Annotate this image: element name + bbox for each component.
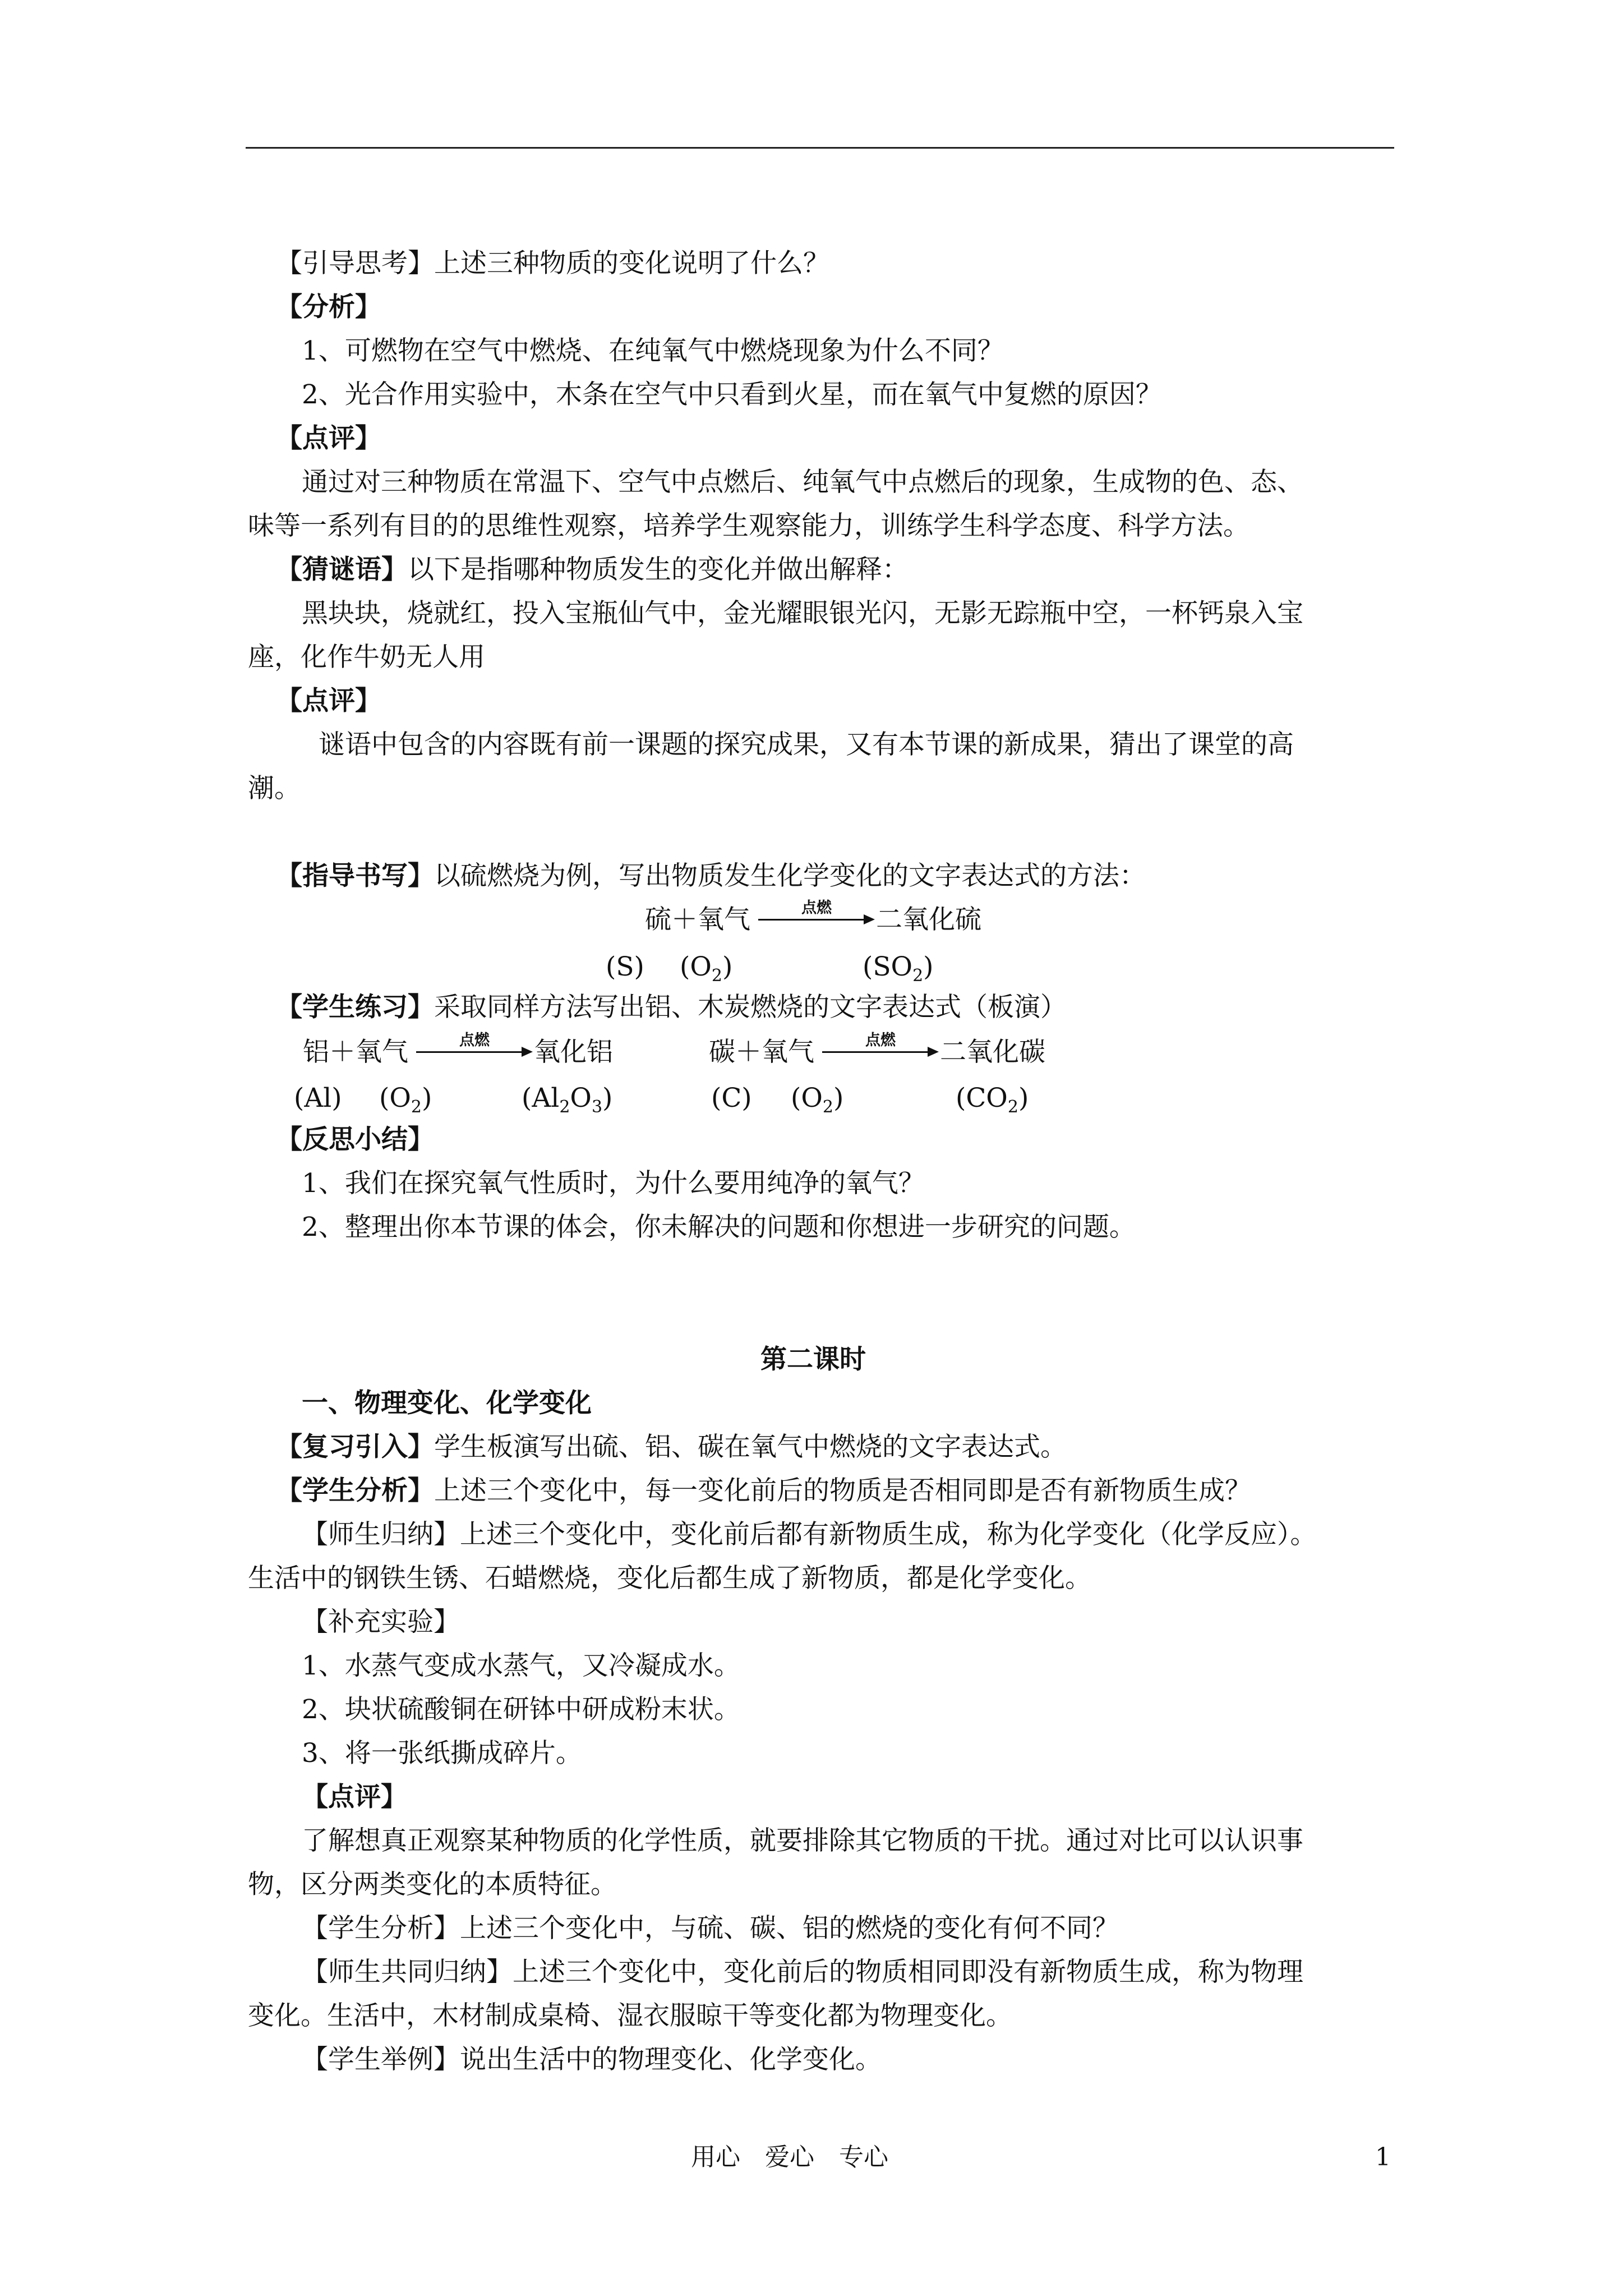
student-practice-line (276, 991, 1067, 1024)
writing-guide-heading: 【指导书写】 (276, 861, 434, 891)
comment-text-2a: 谜语中包含的内容既有前一课题的探究成果，又有本节课的新成果，猜出了课堂的高 (319, 729, 1294, 760)
comment-text-1b: 味等一系列有目的的思维性观察，培养学生观察能力，训练学生科学态度、科学方法。 (248, 510, 1249, 541)
analysis-heading: 【分析】 (276, 292, 381, 323)
comment-text-2b: 潮。 (248, 773, 301, 804)
analysis-item-2: 2、光合作用实验中，木条在空气中只看到火星，而在氧气中复燃的原因？ (302, 379, 1162, 410)
student-analysis-heading: 【学生分析】 (276, 1475, 434, 1506)
reflection-item-2: 2、整理出你本节课的体会，你未解决的问题和你想进一步研究的问题。 (302, 1212, 1136, 1243)
oxygen-formula: $(O_2)$ (791, 1083, 844, 1117)
supplement-item-3: 3、将一张纸撕成碎片。 (302, 1738, 582, 1769)
comment-heading-1: 【点评】 (276, 423, 381, 454)
summary-physical-a: 【师生共同归纳】上述三个变化中，变化前后的物质相同即没有新物质生成，称为物理 (302, 1957, 1303, 1987)
summary-chemical-a: 【师生归纳】上述三个变化中，变化前后都有新物质生成，称为化学变化（化学反应）。 (302, 1519, 1317, 1550)
reaction-arrow-icon: 点燃 (416, 1034, 533, 1057)
student-examples: 【学生举例】说出生活中的物理变化、化学变化。 (302, 2044, 882, 2075)
section-title: 第二课时 (760, 1344, 866, 1375)
subsection-title: 一、物理变化、化学变化 (302, 1388, 592, 1419)
reaction-arrow-icon (758, 899, 875, 924)
writing-guide-text: 以硫燃烧为例，写出物质发生化学变化的文字表达式的方法： (434, 861, 1146, 891)
student-practice-text: 采取同样方法写出铝、木炭燃烧的文字表达式（板演） (434, 992, 1067, 1023)
student-practice-heading: 【学生练习】 (276, 992, 434, 1023)
reaction-condition: 点燃 (801, 899, 832, 917)
comment-heading-3: 【点评】 (302, 1782, 407, 1812)
riddle-line (276, 553, 909, 587)
writing-guide-line (276, 859, 1146, 893)
riddle-prompt: 以下是指哪种物质发生的变化并做出解释： (408, 554, 909, 585)
header-rule (246, 147, 1394, 149)
comment-text-3b: 物，区分两类变化的本质特征。 (248, 1869, 617, 1900)
summary-chemical-b: 生活中的钢铁生锈、石蜡燃烧，变化后都生成了新物质，都是化学变化。 (248, 1563, 1091, 1594)
sulfur-dioxide-formula: $(SO_2)$ (863, 951, 934, 986)
review-text: 学生板演写出硫、铝、碳在氧气中燃烧的文字表达式。 (434, 1432, 1067, 1462)
riddle-text-b: 座，化作牛奶无人用 (248, 642, 485, 673)
page-number: 1 (1375, 2143, 1391, 2171)
student-analysis-2: 【学生分析】上述三个变化中，与硫、碳、铝的燃烧的变化有何不同？ (302, 1913, 1119, 1944)
carbon-dioxide-formula: $(CO_2)$ (956, 1083, 1029, 1117)
comment-text-3a: 了解想真正观察某种物质的化学性质，就要排除其它物质的干扰。通过对比可以认识事 (302, 1825, 1303, 1856)
oxygen-formula: $(O_2)$ (680, 951, 733, 986)
aluminum-reactants: 铝＋氧气 (303, 1037, 408, 1068)
reaction-arrow-icon: 点燃 (822, 1034, 939, 1057)
student-analysis-text: 上述三个变化中，每一变化前后的物质是否相同即是否有新物质生成？ (434, 1475, 1251, 1506)
footer-motto: 用心 爱心 专心 (691, 2143, 888, 2171)
review-line (276, 1430, 1067, 1464)
reflection-heading: 【反思小结】 (276, 1124, 434, 1155)
aluminum-oxide-formula: $(Al_2O_3)$ (522, 1083, 613, 1117)
oxygen-formula: $(O_2)$ (379, 1083, 432, 1117)
supplement-item-1: 1、水蒸气变成水蒸气，又冷凝成水。 (302, 1650, 740, 1681)
sulfur-reactants: 硫＋氧气 (645, 904, 750, 935)
aluminum-formula: (Al) (294, 1083, 342, 1114)
riddle-text-a: 黑块块，烧就红，投入宝瓶仙气中，金光耀眼银光闪，无影无踪瓶中空，一杯钙泉入宝 (302, 598, 1303, 629)
riddle-heading: 【猜谜语】 (276, 554, 408, 585)
carbon-formula: (C) (711, 1083, 752, 1114)
guided-thinking: 【引导思考】上述三种物质的变化说明了什么？ (276, 248, 829, 279)
carbon-reactants: 碳＋氧气 (709, 1037, 814, 1068)
sulfur-product: 二氧化硫 (876, 904, 981, 935)
comment-heading-2: 【点评】 (276, 685, 381, 716)
carbon-product: 二氧化碳 (940, 1037, 1045, 1068)
supplement-item-2: 2、块状硫酸铜在研钵中研成粉末状。 (302, 1694, 740, 1725)
analysis-item-1: 1、可燃物在空气中燃烧、在纯氧气中燃烧现象为什么不同？ (302, 335, 1004, 366)
supplement-heading: 【补充实验】 (302, 1607, 460, 1637)
review-heading: 【复习引入】 (276, 1432, 434, 1462)
summary-physical-b: 变化。生活中，木材制成桌椅、湿衣服晾干等变化都为物理变化。 (248, 2000, 1012, 2031)
comment-text-1a: 通过对三种物质在常温下、空气中点燃后、纯氧气中点燃后的现象，生成物的色、态、 (302, 467, 1303, 498)
aluminum-product: 氧化铝 (534, 1037, 613, 1068)
student-analysis-line (276, 1474, 1251, 1508)
reflection-item-1: 1、我们在探究氧气性质时，为什么要用纯净的氧气？ (302, 1168, 925, 1199)
sulfur-formula: (S) (606, 951, 644, 982)
